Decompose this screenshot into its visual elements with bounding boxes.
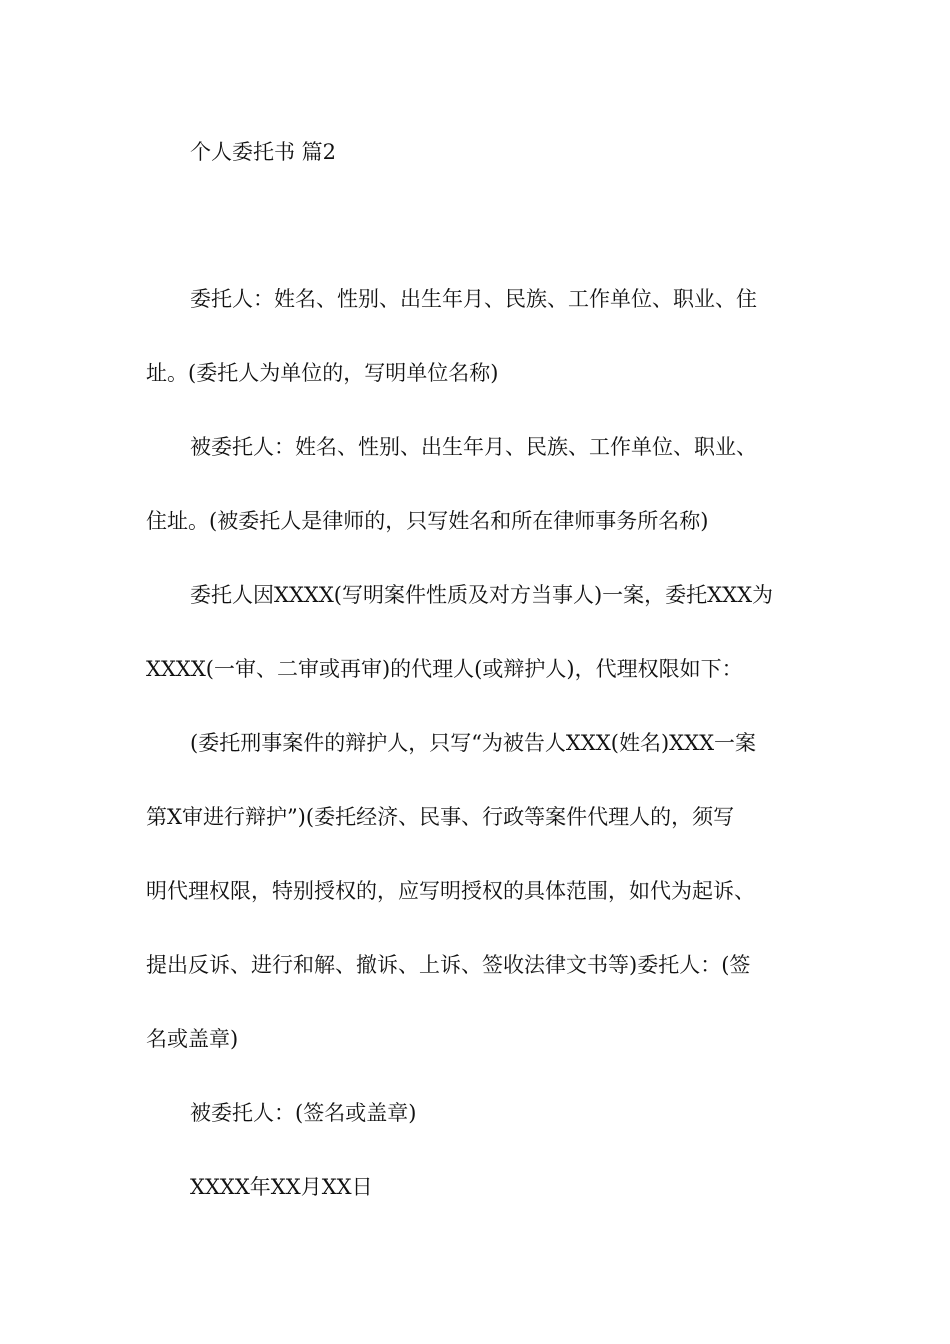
text-line: 第X审进行辩护”)(委托经济、民事、行政等案件代理人的，须写 xyxy=(146,805,735,829)
paragraph-agent-signature xyxy=(146,1095,808,1132)
text-line: 委托人因XXXX(写明案件性质及对方当事人)一案，委托XXX为 xyxy=(190,583,774,607)
date-line: XXXX年XX月XX日 xyxy=(190,1175,373,1199)
paragraph-agent xyxy=(146,429,808,540)
document-title: 个人委托书 篇2 xyxy=(190,140,337,164)
text-line: 住址。(被委托人是律师的，只写姓名和所在律师事务所名称) xyxy=(146,509,709,533)
text-line: 被委托人：(签名或盖章) xyxy=(190,1101,417,1125)
text-line: 名或盖章) xyxy=(146,1027,239,1051)
paragraph-case xyxy=(146,577,808,688)
text-line: (委托刑事案件的辩护人，只写“为被告人XXX(姓名)XXX一案 xyxy=(190,731,757,755)
text-line: 明代理权限，特别授权的，应写明授权的具体范围，如代为起诉、 xyxy=(146,879,755,903)
text-line: XXXX(一审、二审或再审)的代理人(或辩护人)，代理权限如下： xyxy=(146,657,743,681)
paragraph-date xyxy=(146,1169,808,1206)
paragraph-authority xyxy=(146,725,808,1058)
paragraph-principal xyxy=(146,281,808,392)
text-line: 提出反诉、进行和解、撤诉、上诉、签收法律文书等)委托人：(签 xyxy=(146,953,751,977)
text-line: 委托人：姓名、性别、出生年月、民族、工作单位、职业、住 xyxy=(190,287,757,311)
document-body xyxy=(146,281,808,1206)
text-line: 址。(委托人为单位的，写明单位名称) xyxy=(146,361,499,385)
text-line: 被委托人：姓名、性别、出生年月、民族、工作单位、职业、 xyxy=(190,435,757,459)
